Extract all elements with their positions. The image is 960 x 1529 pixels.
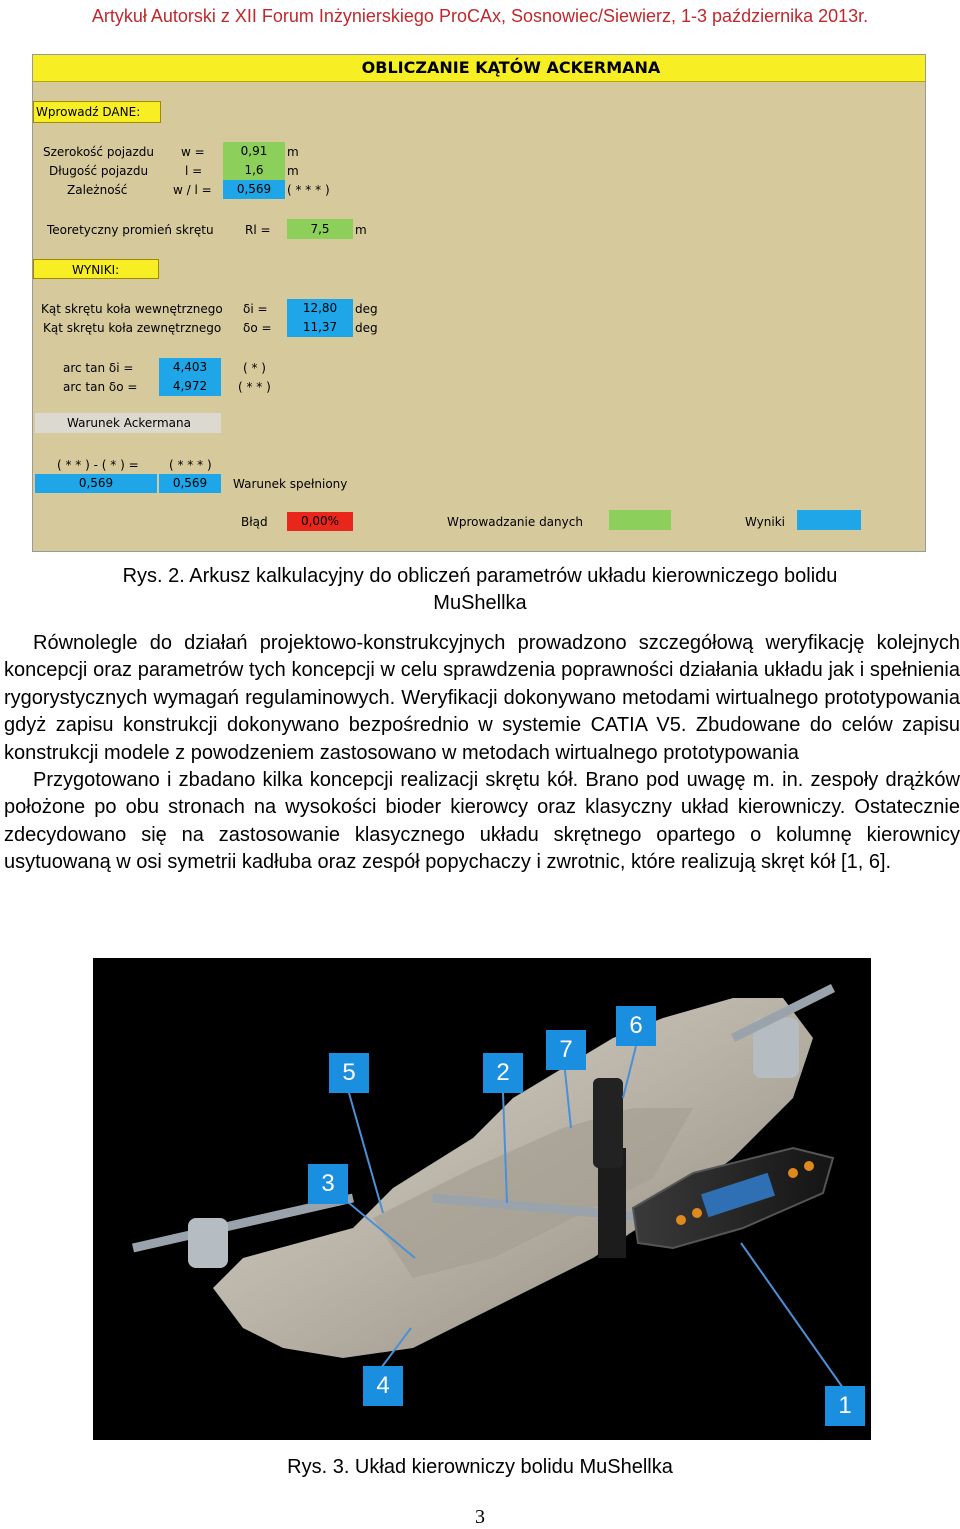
figure2-caption-line1: Rys. 2. Arkusz kalkulacyjny do obliczeń parametrów układu kierowniczego bolidu bbox=[122, 565, 838, 587]
row-length-label: Długość pojazdu bbox=[49, 164, 149, 178]
page-number: 3 bbox=[475, 1506, 485, 1528]
row-width-label: Szerokość pojazdu bbox=[43, 145, 155, 159]
radius-label: Teoretyczny promień skrętu bbox=[47, 223, 214, 237]
angle-inner-sym: δi = bbox=[243, 302, 268, 316]
figure2-caption-line2: MuShellka bbox=[433, 592, 527, 614]
ackermann-spreadsheet bbox=[32, 54, 926, 552]
steering-grip bbox=[593, 1078, 623, 1168]
angle-outer-sym: δo = bbox=[243, 321, 272, 335]
arctan-outer-note: ( * * ) bbox=[238, 380, 271, 394]
angle-inner-label: Kąt skrętu koła wewnętrznego bbox=[41, 302, 223, 316]
callout-label-4: 4 bbox=[363, 1366, 403, 1406]
angle-inner-value: 12,80 bbox=[287, 299, 353, 318]
results-label: WYNIKI: bbox=[33, 259, 159, 279]
row-length-value[interactable]: 1,6 bbox=[223, 161, 285, 180]
legend-input-swatch bbox=[609, 510, 671, 530]
cond-right-head: ( * * * ) bbox=[169, 458, 212, 472]
callout-label-5: 5 bbox=[329, 1053, 369, 1093]
arctan-inner-label: arc tan δi = bbox=[63, 361, 134, 375]
cond-left-value: 0,569 bbox=[35, 474, 157, 493]
body-text bbox=[4, 630, 960, 877]
row-ratio-label: Zależność bbox=[67, 183, 128, 197]
cond-status: Warunek spełniony bbox=[233, 477, 348, 491]
cond-left-head: ( * * ) - ( * ) = bbox=[57, 458, 139, 472]
paragraph-2: Przygotowano i zbadano kilka koncepcji realizacji skrętu kół. Brano pod uwagę m. in. zespoły drążków położone po obu stronach na wysokości bioder kierowcy oraz klasyczny układ kierowniczy. Ostatecznie zdecydowano się na zastosowanie klasycznego układu skrętnego opartego o kolumnę kierownicy usytuowaną w osi symetrii kadłuba oraz zespół popychaczy i zwrotnic, które realizują skręt kół [1, 6]. bbox=[4, 769, 960, 874]
input-label: Wprowadź DANE: bbox=[33, 101, 161, 123]
arctan-inner-note: ( * ) bbox=[243, 361, 266, 375]
callout-label-1: 1 bbox=[825, 1386, 865, 1426]
row-ratio-unit: ( * * * ) bbox=[287, 183, 330, 197]
arctan-outer-label: arc tan δo = bbox=[63, 380, 138, 394]
arctan-outer-value: 4,972 bbox=[159, 377, 221, 396]
error-value: 0,00% bbox=[287, 512, 353, 531]
row-length-sym: l = bbox=[185, 164, 203, 178]
steering-system-render bbox=[93, 958, 871, 1440]
row-ratio-value: 0,569 bbox=[223, 180, 285, 199]
cond-right-value: 0,569 bbox=[159, 474, 221, 493]
radius-sym: Rl = bbox=[245, 223, 271, 237]
sheet-title-bar bbox=[33, 55, 925, 82]
legend-input-label: Wprowadzanie danych bbox=[447, 515, 583, 529]
legend-results-swatch bbox=[797, 510, 861, 530]
row-ratio-sym: w / l = bbox=[173, 183, 212, 197]
error-label: Błąd bbox=[241, 515, 268, 529]
arctan-inner-value: 4,403 bbox=[159, 358, 221, 377]
angle-outer-unit: deg bbox=[355, 321, 378, 335]
radius-unit: m bbox=[355, 223, 367, 237]
angle-outer-label: Kąt skrętu koła zewnętrznego bbox=[43, 321, 222, 335]
callout-label-7: 7 bbox=[546, 1030, 586, 1070]
row-width-unit: m bbox=[287, 145, 299, 159]
callout-label-3: 3 bbox=[308, 1164, 348, 1204]
callout-label-6: 6 bbox=[616, 1006, 656, 1046]
sheet-title: OBLICZANIE KĄTÓW ACKERMANA bbox=[361, 58, 661, 77]
angle-outer-value: 11,37 bbox=[287, 318, 353, 337]
radius-value[interactable]: 7,5 bbox=[287, 219, 353, 239]
row-width-sym: w = bbox=[181, 145, 205, 159]
figure3-caption: Rys. 3. Układ kierowniczy bolidu MuShellka bbox=[287, 1456, 673, 1478]
callout-label-2: 2 bbox=[483, 1053, 523, 1093]
condition-label: Warunek Ackermana bbox=[35, 413, 221, 433]
row-length-unit: m bbox=[287, 164, 299, 178]
paragraph-1: Równolegle do działań projektowo-konstrukcyjnych prowadzono szczegółową weryfikację kolejnych koncepcji oraz parametrów tych koncepcji w celu sprawdzenia poprawności działania układu jak i spełnienia rygorystycznych wymagań regulaminowych. Weryfikacji dokonywano metodami wirtualnego prototypowania gdyż zapisu konstrukcji dokonywano bezpośrednio w systemie CATIA V5. Zbudowane do celów zapisu konstrukcji modele z powodzeniem zastosowano w metodach wirtualnego prototypowania bbox=[4, 632, 960, 764]
angle-inner-unit: deg bbox=[355, 302, 378, 316]
left-knuckle bbox=[188, 1218, 228, 1268]
legend-results-label: Wyniki bbox=[745, 515, 785, 529]
row-width-value[interactable]: 0,91 bbox=[223, 142, 285, 161]
steering-render-drawing bbox=[93, 958, 871, 1440]
page-header: Artykuł Autorski z XII Forum Inżynierskiego ProCAx, Sosnowiec/Siewierz, 1-3 października 2013r. bbox=[91, 6, 869, 26]
